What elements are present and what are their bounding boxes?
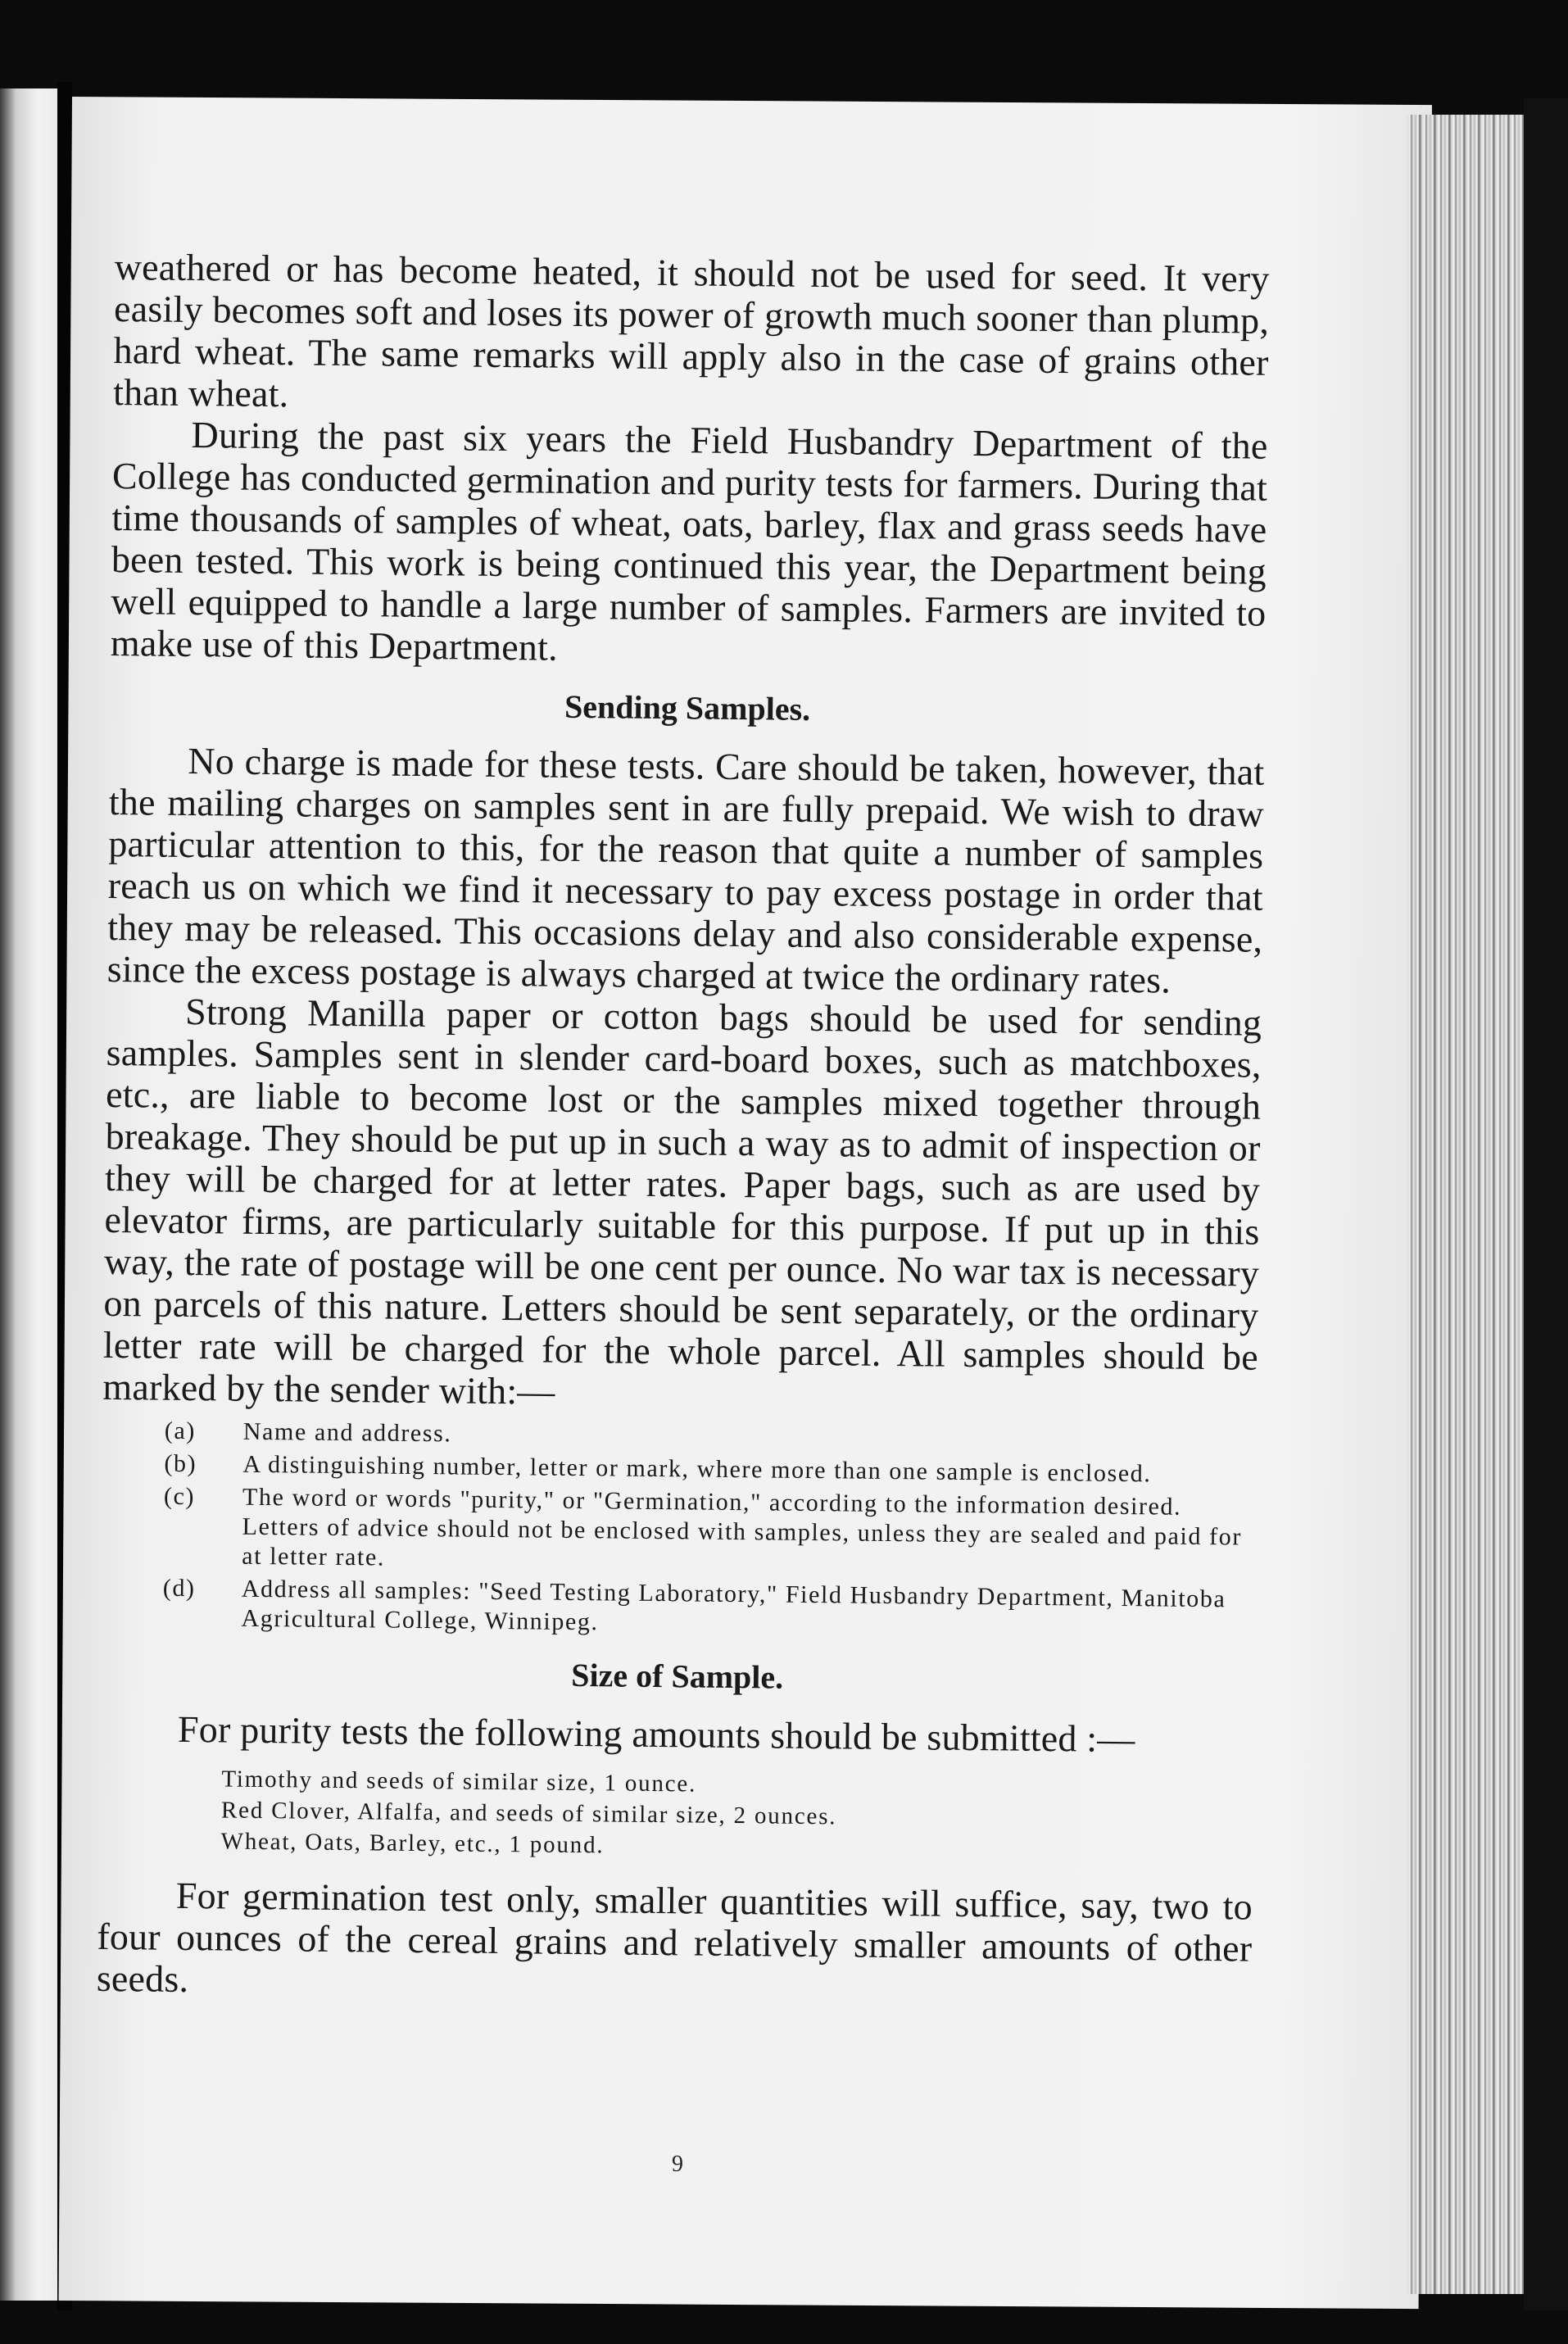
paragraph-germination-test: For germination test only, smaller quantities will suffice, say, two to four ounces of the cereal grains and relatively smaller amounts of other seeds. bbox=[96, 1874, 1253, 2001]
amount-item: Timothy and seeds of similar size, 1 ounce. bbox=[221, 1766, 697, 1798]
heading-sending-samples: Sending Samples. bbox=[564, 687, 811, 728]
list-item-marker: (c) bbox=[163, 1482, 196, 1511]
list-item-text: Address all samples: "Seed Testing Laboratory," Field Husbandry Department, Manitoba Agricultural College, Winnipeg. bbox=[241, 1575, 1226, 1636]
list-item bbox=[101, 1481, 1257, 1582]
amount-item: Wheat, Oats, Barley, etc., 1 pound. bbox=[220, 1828, 605, 1859]
list-item-marker: (a) bbox=[164, 1417, 197, 1445]
list-item bbox=[100, 1573, 1256, 1644]
amount-item: Red Clover, Alfalfa, and seeds of similar size, 2 ounces. bbox=[220, 1797, 837, 1830]
edge-shadow bbox=[1524, 98, 1568, 2310]
list-item-text: Name and address. bbox=[242, 1417, 452, 1448]
paragraph-manilla-bags: Strong Manilla paper or cotton bags should be used for sending samples. Samples sent in slender card-board boxes, such as matchboxes, etc., are liable to become lost or the samples mixed together through breakage. They should be put up in such a way as to admit of inspection or they will be charged for at letter rates. Paper bags, such as are used by elevator firms, are particularly suitable for this purpose. If put up in this way, the rate of postage will be one cent per ounce. No war tax is necessary on parcels of this nature. Letters should be sent separately, or the ordinary letter rate will be charged for the whole parcel. All samples should be marked by the sender with:— bbox=[102, 990, 1262, 1412]
paragraph-purity-tests: For purity tests the following amounts should be submitted :— bbox=[177, 1707, 1135, 1761]
paragraph-field-husbandry: During the past six years the Field Husbandry Department of the College has conducted germination and purity tests for farmers. During that time thousands of samples of wheat, oats, barley, flax and grass seeds have been tested. This work is being continued this year, the Department being well equipped to handle a large number of samples. Farmers are invited to make use of this Department. bbox=[110, 413, 1268, 669]
paragraph-weathered-seed: weathered or has become heated, it should not be used for seed. It very easily becomes soft and loses its power of growth much sooner than plump, hard wheat. The same remarks will apply also in the case of grains other than wheat. bbox=[112, 246, 1270, 415]
page-number: 9 bbox=[672, 2151, 683, 2177]
list-item-marker: (d) bbox=[162, 1574, 196, 1603]
marking-list bbox=[100, 1416, 1258, 1644]
list-item-text: A distinguishing number, letter or mark, where more than one sample is enclosed. bbox=[242, 1450, 1152, 1488]
heading-size-of-sample: Size of Sample. bbox=[571, 1656, 784, 1696]
amounts-list bbox=[220, 1763, 1253, 1867]
paragraph-no-charge: No charge is made for these tests. Care should be taken, however, that the mailing charges on samples sent in are fully prepaid. We wish to draw particular attention to this, for the reason that quite a number of samples reach us on which we find it necessary to pay excess postage in order that they may be released. This occasions delay and also considerable expense, since the excess postage is always charged at twice the ordinary rates. bbox=[106, 739, 1265, 1001]
page-text bbox=[97, 246, 1270, 2011]
left-facing-page bbox=[0, 88, 64, 2301]
list-item-marker: (b) bbox=[164, 1449, 197, 1478]
list-item-text: The word or words "purity," or "Germination," according to the information desired. Letters of advice should not be enclosed with samples, unless they are sealed and paid for at letter rate. bbox=[242, 1483, 1243, 1571]
